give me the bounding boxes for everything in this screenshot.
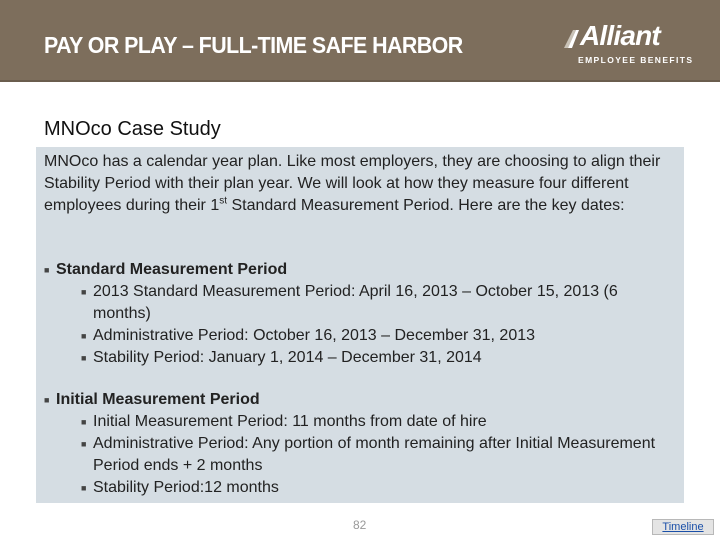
logo-subtitle: EMPLOYEE BENEFITS (578, 55, 694, 65)
logo-name: Alliant (580, 20, 660, 51)
bullet-icon: ■ (81, 331, 87, 341)
bullet-icon: ■ (81, 417, 87, 427)
list-item (44, 411, 676, 433)
list-item-text: 2013 Standard Measurement Period: April 16, 2013 – October 15, 2013 (6 months) (93, 283, 618, 322)
intro-text-after: Standard Measurement Period. Here are the key dates: (227, 197, 625, 214)
list-item (44, 325, 676, 347)
bullet-icon: ■ (44, 265, 50, 275)
list-item (44, 347, 676, 369)
intro-paragraph (44, 151, 676, 217)
list-item-text: Initial Measurement Period: 11 months from date of hire (93, 413, 487, 430)
list-item-text: Stability Period:12 months (93, 479, 279, 496)
intro-superscript: st (219, 195, 227, 207)
bullet-icon: ■ (44, 395, 50, 405)
timeline-button[interactable]: Timeline (652, 519, 714, 535)
page-number: 82 (353, 518, 367, 532)
section-heading-text: Initial Measurement Period (56, 391, 260, 408)
content-box (36, 147, 684, 503)
list-item (44, 433, 676, 477)
list-item-text: Administrative Period: Any portion of month remaining after Initial Measurement Period ends + 2 months (93, 435, 656, 474)
section-initial-measurement (44, 389, 676, 499)
section-standard-measurement (44, 259, 676, 369)
list-item (44, 281, 676, 325)
slide-title: PAY OR PLAY – FULL-TIME SAFE HARBOR (44, 32, 463, 58)
bullet-icon: ■ (81, 287, 87, 297)
bullet-icon: ■ (81, 483, 87, 493)
slide-header (0, 0, 720, 82)
list-item-text: Administrative Period: October 16, 2013 – December 31, 2013 (93, 327, 536, 344)
intro-text-before: MNOco has a calendar year plan. Like most employers, they are choosing to align their Stability Period with their plan year. We will look at how they measure four different employees during their 1 (44, 153, 661, 214)
section-heading (44, 389, 676, 411)
section-heading (44, 259, 676, 281)
alliant-logo (562, 20, 694, 68)
case-study-title: MNOco Case Study (44, 118, 221, 140)
bullet-icon: ■ (81, 439, 87, 449)
list-item-text: Stability Period: January 1, 2014 – December 31, 2014 (93, 349, 482, 366)
section-heading-text: Standard Measurement Period (56, 261, 288, 278)
list-item (44, 477, 676, 499)
bullet-icon: ■ (81, 353, 87, 363)
